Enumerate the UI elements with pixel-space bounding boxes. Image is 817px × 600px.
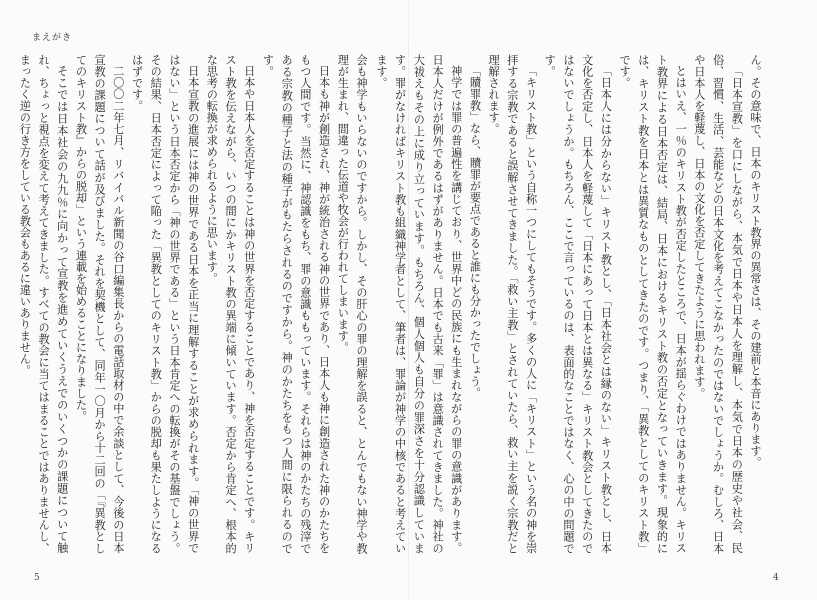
paragraph: 「キリスト教」という自称一つにしてもそうです。多くの人に「キリスト」という名の神を崇拝する宗教であると誤解させてきました。「救い主教」とされていたら、救い主を説く宗教だと理解されます。 (487, 54, 538, 554)
paragraph: 日本や日本人を否定することは神の世界を否定することであり、神を否定することです。キリスト教を伝えながら、いつの間にかキリスト教の異端に傾いています。否定から肯定へ、根本的な思考の転換が求められるように思います。 (205, 54, 256, 554)
paragraph: 会も神学もいらないのですから。しかし、その肝心の罪の理解を誤ると、とんでもない神学や教理が生まれ、間違った伝道や牧会が行われてしまいます。 (336, 54, 368, 554)
left-page-text (18, 54, 370, 554)
paragraph: 日本も神が創造され、神が統治される神の世界であり、日本人も神に創造された神のかたちをもつ人間です。当然に、神認識をもち、罪の意識ももっています。それらは神のかたちの残滓である宗教の種子と法の種子がもたらされるのですから。神のかたちをもつ人間に限られるのです。 (261, 54, 331, 554)
right-page-text (374, 54, 764, 554)
paragraph: 二〇〇二年七月、リバイバル新聞の谷口編集長からの電話取材の中で余談として、今後の日本宣教の課題について話が及びました。それを契機として、同年一〇月から十二回の「『異教としてのキリスト教』からの脱却」という連載を始めることになりました。 (74, 54, 125, 554)
paragraph: 「日本人には分からない」キリスト教とし、「日本社会とは縁のない」キリスト教とし、日本文化を否定し、日本人を軽蔑して「日本にあって日本とは異なる」キリスト教会としてきたのではないでしょうか。もちろん、ここで言っているのは、表面的なことではなく、心の中の問題です。 (543, 54, 613, 554)
paragraph: 日本宣教の進展には神の世界である日本を正当に理解することが求められます。「神の世界ではない」という日本否定から「神の世界である」という日本肯定への転換がその基盤でしょう。その結果、日本否定によって陥った「異教としてのキリスト教」からの脱却も果たしようになるはずです。 (130, 54, 200, 554)
page-number: 5 (34, 573, 40, 583)
paragraph: そこでは日本社会の九九％に向かって宣教を進めていくうえでのいくつかの課題について触れ、ちょっと視点を変えて考えてきました。すべての教会に当てはまることではありませんし、まったく逆の行き方をしている教会もあるに違いありません。 (18, 54, 69, 554)
paragraph: 「贖罪教」なら、贖罪が要点であると誰にも分かったでしょう。 (468, 65, 482, 399)
paragraph: 「日本宣教」を口にしながら、本気で日本や日本人を理解し、本気で日本の歴史や社会、民俗、習慣、生活、芸能などの日本文化を考えてこなかったのではないでしょうか。むしろ、日本や日本人を軽蔑し、日本の文化を否定してきたように思われます。 (692, 54, 744, 554)
paragraph: ん。その意味で、日本のキリスト教界の異常さは、その建前と本音にあります。 (749, 54, 762, 468)
page-number: 4 (773, 573, 779, 583)
paragraph: 神学では罪の普遍性を講じており、世界中どの民族にも生まれながらの罪の意識があります。日本人だけが例外であるはずがありません。日本でも古来「罪」は意識されてきました。神社の大祓えもその上に成り立っています。もちろん、個人個人も自分の罪深さを十分認識しています。罪がなければキリスト教も組織神学者として、筆者は、罪論が神学の中核であると考えています。 (374, 54, 463, 554)
running-head: まえがき (32, 33, 73, 43)
paragraph: とはいえ、一％のキリスト教が否定したところで、日本が揺らぐわけではありません。キリスト教界による日本否定は、結局、日本におけるキリスト教の否定となっていきます。現象的には、キリスト教を日本とは異質なものとしてきたのです。つまり、「異教としてのキリスト教」です。 (618, 54, 688, 554)
